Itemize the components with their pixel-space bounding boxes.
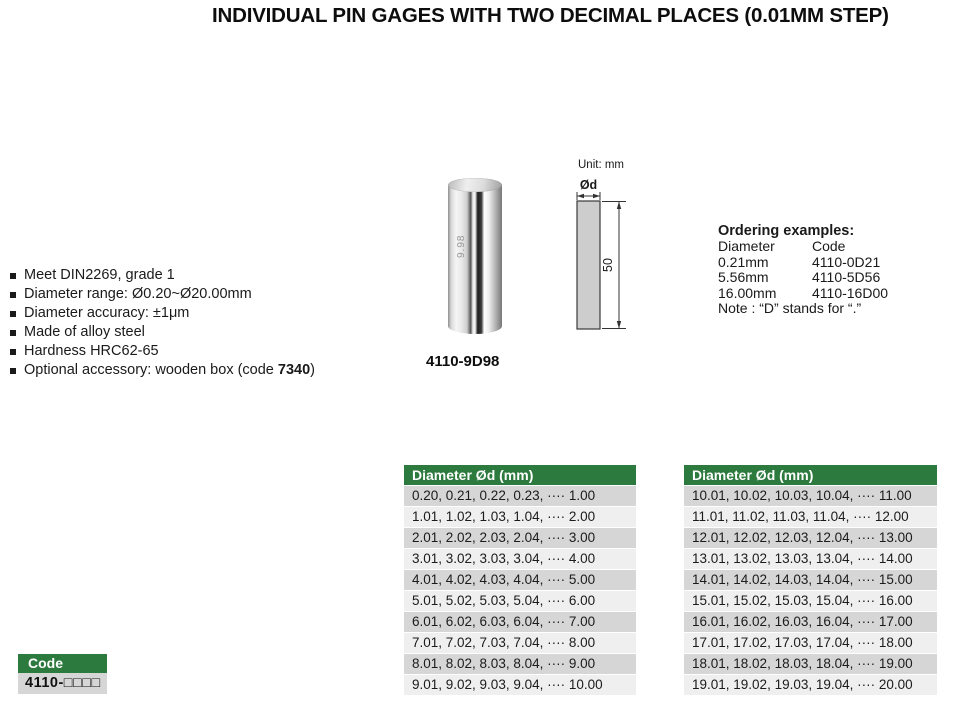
ordering-col-code: Code — [812, 238, 846, 255]
ordering-diameter: 5.56mm — [718, 269, 769, 286]
pin-cylinder-top — [448, 178, 502, 192]
ordering-diameter: 0.21mm — [718, 253, 769, 270]
ordering-code: 4110-16D00 — [812, 284, 889, 301]
feature-text: Diameter range: Ø0.20~Ø20.00mm — [24, 286, 252, 302]
bullet-square-icon — [10, 330, 16, 336]
table-row: 4.01, 4.02, 4.03, 4.04, ···· 5.00 — [404, 570, 636, 590]
table-row: 16.01, 16.02, 16.03, 16.04, ···· 17.00 — [684, 612, 937, 632]
ordering-col-diameter: Diameter — [718, 238, 775, 255]
feature-text: Meet DIN2269, grade 1 — [24, 267, 175, 283]
table-row: 10.01, 10.02, 10.03, 10.04, ···· 11.00 — [684, 486, 937, 506]
table-row: 7.01, 7.02, 7.03, 7.04, ···· 8.00 — [404, 633, 636, 653]
table-row: 11.01, 11.02, 11.03, 11.04, ···· 12.00 — [684, 507, 937, 527]
order-code-box — [18, 654, 107, 694]
feature-text: Diameter accuracy: ±1μm — [24, 305, 190, 321]
pin-engraved-marking: 9.98 — [456, 234, 467, 258]
diameter-table-left — [404, 465, 636, 696]
table-row: 12.01, 12.02, 12.03, 12.04, ···· 13.00 — [684, 528, 937, 548]
table-header: Diameter Ød (mm) — [684, 465, 937, 485]
list-item — [8, 323, 315, 342]
list-item — [8, 266, 315, 285]
table-header: Diameter Ød (mm) — [404, 465, 636, 485]
bullet-square-icon — [10, 349, 16, 355]
table-row: 18.01, 18.02, 18.03, 18.04, ···· 19.00 — [684, 654, 937, 674]
ordering-row — [718, 255, 888, 270]
feature-text: Made of alloy steel — [24, 324, 145, 340]
ordering-heading: Ordering examples: — [718, 223, 855, 239]
ordering-note: Note : “D” stands for “.” — [718, 300, 862, 317]
table-row: 1.01, 1.02, 1.03, 1.04, ···· 2.00 — [404, 507, 636, 527]
bullet-square-icon — [10, 368, 16, 374]
ordering-examples — [718, 224, 888, 316]
length-dimension-label: 50 — [601, 258, 615, 272]
table-row: 19.01, 19.02, 19.03, 19.04, ···· 20.00 — [684, 675, 937, 695]
page-title: INDIVIDUAL PIN GAGES WITH TWO DECIMAL PLACES (0.01MM STEP) — [212, 4, 889, 27]
ordering-diameter: 16.00mm — [718, 284, 777, 301]
table-row: 14.01, 14.02, 14.03, 14.04, ···· 15.00 — [684, 570, 937, 590]
table-row: 13.01, 13.02, 13.03, 13.04, ···· 14.00 — [684, 549, 937, 569]
table-row: 15.01, 15.02, 15.03, 15.04, ···· 16.00 — [684, 591, 937, 611]
dimension-drawing — [560, 156, 655, 346]
table-row: 8.01, 8.02, 8.03, 8.04, ···· 9.00 — [404, 654, 636, 674]
ordering-column-headers — [718, 239, 888, 254]
feature-text: Optional accessory: wooden box (code 7340) — [24, 362, 316, 378]
dimension-drawing-svg — [560, 156, 655, 341]
bullet-square-icon — [10, 311, 16, 317]
unit-label: Unit: mm — [578, 159, 624, 171]
list-item — [8, 285, 315, 304]
gage-body-rect — [577, 201, 600, 329]
pin-cylinder-body — [448, 185, 502, 334]
pin-model-caption: 4110-9D98 — [426, 353, 500, 370]
accessory-code: 7340 — [277, 362, 311, 378]
table-row: 6.01, 6.02, 6.03, 6.04, ···· 7.00 — [404, 612, 636, 632]
bullet-square-icon — [10, 292, 16, 298]
table-row: 17.01, 17.02, 17.03, 17.04, ···· 18.00 — [684, 633, 937, 653]
diameter-table-right — [684, 465, 937, 696]
feature-text: Hardness HRC62-65 — [24, 343, 159, 359]
list-item — [8, 342, 315, 361]
feature-list — [8, 266, 315, 380]
table-row: 9.01, 9.02, 9.03, 9.04, ···· 10.00 — [404, 675, 636, 695]
list-item — [8, 304, 315, 323]
ordering-code: 4110-5D56 — [812, 269, 881, 286]
code-box-header: Code — [18, 654, 107, 673]
ordering-row — [718, 270, 888, 285]
bullet-square-icon — [10, 273, 16, 279]
list-item — [8, 361, 315, 380]
table-row: 0.20, 0.21, 0.22, 0.23, ···· 1.00 — [404, 486, 636, 506]
diameter-dimension-label: Ød — [579, 178, 598, 192]
table-row: 3.01, 3.02, 3.03, 3.04, ···· 4.00 — [404, 549, 636, 569]
code-box-value: 4110-□□□□ — [18, 673, 107, 694]
pin-gage-photo — [448, 178, 502, 336]
ordering-code: 4110-0D21 — [812, 253, 881, 270]
ordering-row — [718, 286, 888, 301]
table-row: 5.01, 5.02, 5.03, 5.04, ···· 6.00 — [404, 591, 636, 611]
table-row: 2.01, 2.02, 2.03, 2.04, ···· 3.00 — [404, 528, 636, 548]
